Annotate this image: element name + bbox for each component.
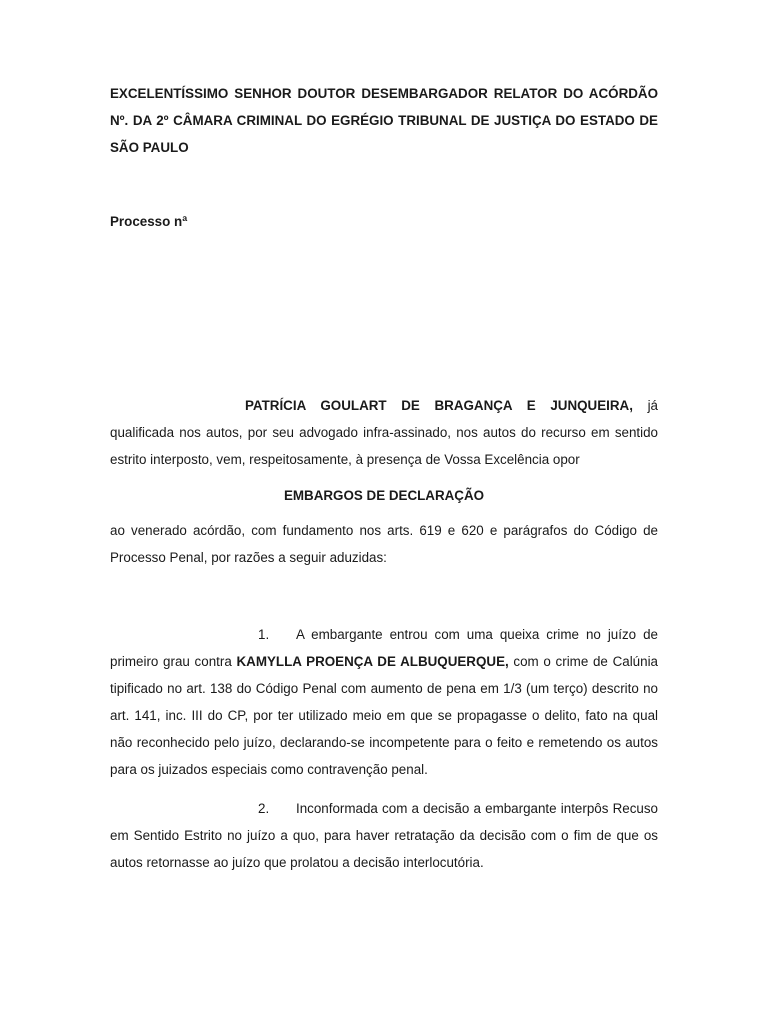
intro-text: já qualificada nos autos, por seu advogado infra-assinado, nos autos do recurso em sentido estrito interposto, vem, respeitosamente, à presença de Vossa Excelência opor [110,398,658,467]
document-heading: EXCELENTÍSSIMO SENHOR DOUTOR DESEMBARGADOR RELATOR DO ACÓRDÃO Nº. DA 2º CÂMARA CRIMINAL DO EGRÉGIO TRIBUNAL DE JUSTIÇA DO ESTADO DE SÃO PAULO [110,86,658,155]
defendant-name: KAMYLLA PROENÇA DE ALBUQUERQUE, [236,654,509,669]
item-number: 2. [258,801,270,816]
item-text-continued: com o crime de Calúnia tipificado no art. 138 do Código Penal com aumento de pena em 1/3 (um terço) descrito no art. 141, inc. III do CP, por ter utilizado meio em que se propagasse o delito, fato na qual não reconhecido pelo juízo, declarando-se incompetente para o feito e remetendo os autos para os juizados especiais como contravenção penal. [110,654,658,777]
item-text: Inconformada com a decisão a embargante interpôs Recuso em Sentido Estrito no juízo a quo, para haver retratação da decisão com o fim de que os autos retornasse ao juízo que prolatou a decisão interlocutória. [110,801,658,870]
item-text: A embargante entrou com uma queixa crime no juízo de primeiro grau contra [110,627,658,669]
motion-title: EMBARGOS DE DECLARAÇÃO [283,488,485,503]
item-number: 1. [258,627,270,642]
process-number-label: Processo nª [110,214,188,229]
numbered-item [110,795,658,876]
numbered-item [110,621,658,783]
document-page [110,80,658,870]
grounds-paragraph: ao venerado acórdão, com fundamento nos arts. 619 e 620 e parágrafos do Código de Processo Penal, por razões a seguir aduzidas: [110,523,658,565]
party-name: PATRÍCIA GOULART DE BRAGANÇA E JUNQUEIRA, [245,398,633,413]
intro-paragraph [110,392,658,473]
